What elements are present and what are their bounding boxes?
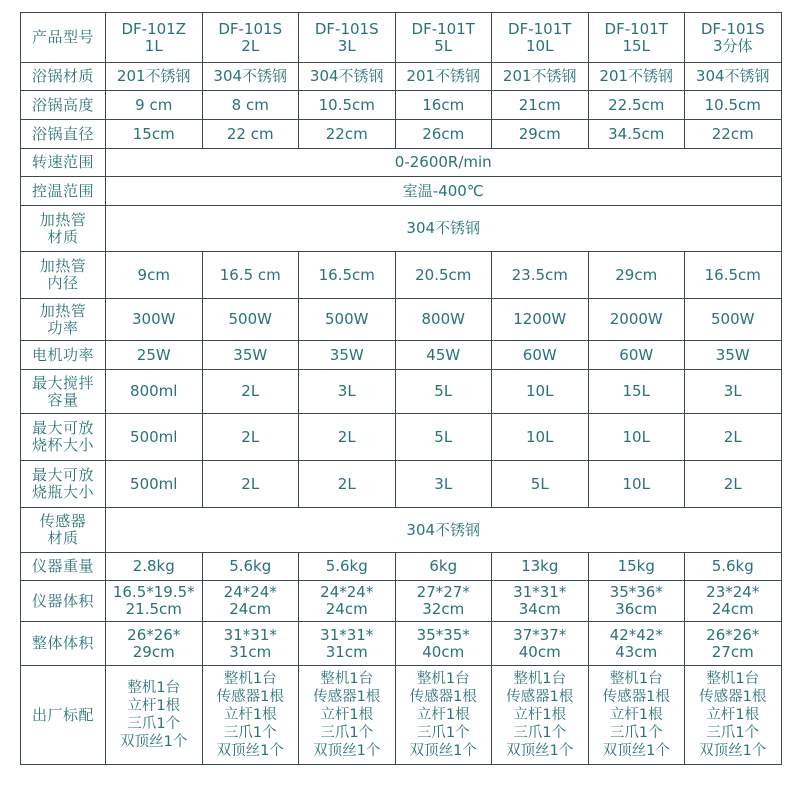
row-label: 加热管 功率 xyxy=(21,299,106,341)
table-cell: 22.5cm xyxy=(588,91,685,120)
table-cell: 5.6kg xyxy=(685,553,782,581)
table-cell: 2L xyxy=(202,370,299,414)
table-cell: 24*24* 24cm xyxy=(299,581,396,622)
table-cell: 22cm xyxy=(299,120,396,149)
table-cell: 35W xyxy=(685,341,782,370)
spec-table-body xyxy=(21,13,782,765)
table-cell: 45W xyxy=(395,341,492,370)
row-label: 加热管 材质 xyxy=(21,206,106,252)
table-cell: 2.8kg xyxy=(106,553,203,581)
table-cell: 201不锈钢 xyxy=(395,63,492,91)
table-cell: 31*31* 31cm xyxy=(299,622,396,666)
table-cell: 201不锈钢 xyxy=(588,63,685,91)
table-cell: 1200W xyxy=(492,299,589,341)
table-cell: 25W xyxy=(106,341,203,370)
table-cell: 10L xyxy=(492,414,589,461)
table-cell: 22cm xyxy=(685,120,782,149)
spanned-value: 0-2600R/min xyxy=(106,149,782,177)
table-cell: DF-101T 10L xyxy=(492,13,589,63)
table-cell: 29cm xyxy=(588,252,685,299)
table-cell: 201不锈钢 xyxy=(492,63,589,91)
table-cell: 27*27* 32cm xyxy=(395,581,492,622)
row-diameter xyxy=(21,120,782,149)
table-cell: 16.5 cm xyxy=(202,252,299,299)
table-cell: 500W xyxy=(685,299,782,341)
row-heater-power xyxy=(21,299,782,341)
table-cell: DF-101T 5L xyxy=(395,13,492,63)
table-cell: 3L xyxy=(299,370,396,414)
table-cell: 3L xyxy=(685,370,782,414)
row-motor-power xyxy=(21,341,782,370)
table-cell: 21cm xyxy=(492,91,589,120)
table-cell: 23*24* 24cm xyxy=(685,581,782,622)
table-cell: 10L xyxy=(588,414,685,461)
table-cell: 800ml xyxy=(106,370,203,414)
table-cell: 31*31* 31cm xyxy=(202,622,299,666)
row-standard-accessories xyxy=(21,666,782,765)
table-cell: 5L xyxy=(395,414,492,461)
table-cell: 35W xyxy=(202,341,299,370)
table-cell: 35*35* 40cm xyxy=(395,622,492,666)
row-heater-material xyxy=(21,206,782,252)
table-cell: 10.5cm xyxy=(685,91,782,120)
row-temp-range xyxy=(21,177,782,206)
row-label: 传感器 材质 xyxy=(21,508,106,553)
table-cell: 24*24* 24cm xyxy=(202,581,299,622)
row-height xyxy=(21,91,782,120)
spanned-value: 304不锈钢 xyxy=(106,508,782,553)
spec-table xyxy=(20,12,782,765)
table-cell: 5L xyxy=(395,370,492,414)
table-cell: 31*31* 34cm xyxy=(492,581,589,622)
table-cell: 29cm xyxy=(492,120,589,149)
table-cell: 26*26* 29cm xyxy=(106,622,203,666)
table-cell: DF-101S 3L xyxy=(299,13,396,63)
table-cell: 22 cm xyxy=(202,120,299,149)
row-label: 最大搅拌 容量 xyxy=(21,370,106,414)
table-cell: DF-101Z 1L xyxy=(106,13,203,63)
table-cell: 3L xyxy=(395,461,492,508)
table-cell: 60W xyxy=(492,341,589,370)
table-cell: 整机1台 传感器1根 立杆1根 三爪1个 双顶丝1个 xyxy=(588,666,685,765)
table-cell: 10L xyxy=(492,370,589,414)
table-cell: 26cm xyxy=(395,120,492,149)
row-label: 浴锅直径 xyxy=(21,120,106,149)
table-cell: 2L xyxy=(299,414,396,461)
spanned-value: 304不锈钢 xyxy=(106,206,782,252)
table-cell: 304不锈钢 xyxy=(202,63,299,91)
table-cell: 20.5cm xyxy=(395,252,492,299)
row-instrument-volume xyxy=(21,581,782,622)
row-label: 出厂标配 xyxy=(21,666,106,765)
table-cell: 15L xyxy=(588,370,685,414)
table-cell: DF-101S 3分体 xyxy=(685,13,782,63)
row-speed-range xyxy=(21,149,782,177)
table-cell: 15kg xyxy=(588,553,685,581)
table-cell: 201不锈钢 xyxy=(106,63,203,91)
row-label: 浴锅高度 xyxy=(21,91,106,120)
table-cell: 15cm xyxy=(106,120,203,149)
row-label: 浴锅材质 xyxy=(21,63,106,91)
table-cell: 13kg xyxy=(492,553,589,581)
row-label: 整体体积 xyxy=(21,622,106,666)
table-cell: 2L xyxy=(202,461,299,508)
table-cell: 500W xyxy=(299,299,396,341)
row-label: 加热管 内径 xyxy=(21,252,106,299)
table-cell: 34.5cm xyxy=(588,120,685,149)
row-label: 转速范围 xyxy=(21,149,106,177)
table-cell: 16.5cm xyxy=(685,252,782,299)
table-cell: 整机1台 立杆1根 三爪1个 双顶丝1个 xyxy=(106,666,203,765)
table-cell: 500ml xyxy=(106,461,203,508)
row-label: 产品型号 xyxy=(21,13,106,63)
row-label: 最大可放 烧杯大小 xyxy=(21,414,106,461)
table-cell: 6kg xyxy=(395,553,492,581)
row-max-flask-size xyxy=(21,461,782,508)
row-label: 仪器体积 xyxy=(21,581,106,622)
table-cell: 42*42* 43cm xyxy=(588,622,685,666)
table-cell: 500ml xyxy=(106,414,203,461)
table-cell: 整机1台 传感器1根 立杆1根 三爪1个 双顶丝1个 xyxy=(395,666,492,765)
row-max-stir-capacity xyxy=(21,370,782,414)
table-cell: 60W xyxy=(588,341,685,370)
table-cell: 整机1台 传感器1根 立杆1根 三爪1个 双顶丝1个 xyxy=(492,666,589,765)
table-cell: 5.6kg xyxy=(299,553,396,581)
table-cell: 整机1台 传感器1根 立杆1根 三爪1个 双顶丝1个 xyxy=(685,666,782,765)
table-cell: 2L xyxy=(685,461,782,508)
table-cell: 整机1台 传感器1根 立杆1根 三爪1个 双顶丝1个 xyxy=(299,666,396,765)
row-sensor-material xyxy=(21,508,782,553)
row-label: 仪器重量 xyxy=(21,553,106,581)
table-cell: 26*26* 27cm xyxy=(685,622,782,666)
row-model xyxy=(21,13,782,63)
table-cell: 304不锈钢 xyxy=(685,63,782,91)
row-max-beaker-size xyxy=(21,414,782,461)
table-cell: 23.5cm xyxy=(492,252,589,299)
row-label: 控温范围 xyxy=(21,177,106,206)
table-cell: 10.5cm xyxy=(299,91,396,120)
row-label: 电机功率 xyxy=(21,341,106,370)
table-cell: 16cm xyxy=(395,91,492,120)
table-cell: 500W xyxy=(202,299,299,341)
table-cell: 2L xyxy=(202,414,299,461)
row-material xyxy=(21,63,782,91)
table-cell: 304不锈钢 xyxy=(299,63,396,91)
row-heater-diameter xyxy=(21,252,782,299)
table-cell: 2000W xyxy=(588,299,685,341)
table-cell: 35W xyxy=(299,341,396,370)
table-cell: 5.6kg xyxy=(202,553,299,581)
table-cell: 16.5cm xyxy=(299,252,396,299)
table-cell: 800W xyxy=(395,299,492,341)
spanned-value: 室温-400℃ xyxy=(106,177,782,206)
table-cell: 16.5*19.5* 21.5cm xyxy=(106,581,203,622)
table-cell: 35*36* 36cm xyxy=(588,581,685,622)
table-cell: 2L xyxy=(299,461,396,508)
table-cell: 8 cm xyxy=(202,91,299,120)
table-cell: 9 cm xyxy=(106,91,203,120)
table-cell: DF-101S 2L xyxy=(202,13,299,63)
row-weight xyxy=(21,553,782,581)
table-cell: 2L xyxy=(685,414,782,461)
row-overall-volume xyxy=(21,622,782,666)
table-cell: 5L xyxy=(492,461,589,508)
table-cell: 37*37* 40cm xyxy=(492,622,589,666)
table-cell: 整机1台 传感器1根 立杆1根 三爪1个 双顶丝1个 xyxy=(202,666,299,765)
table-cell: 300W xyxy=(106,299,203,341)
table-cell: DF-101T 15L xyxy=(588,13,685,63)
table-cell: 9cm xyxy=(106,252,203,299)
table-cell: 10L xyxy=(588,461,685,508)
row-label: 最大可放 烧瓶大小 xyxy=(21,461,106,508)
